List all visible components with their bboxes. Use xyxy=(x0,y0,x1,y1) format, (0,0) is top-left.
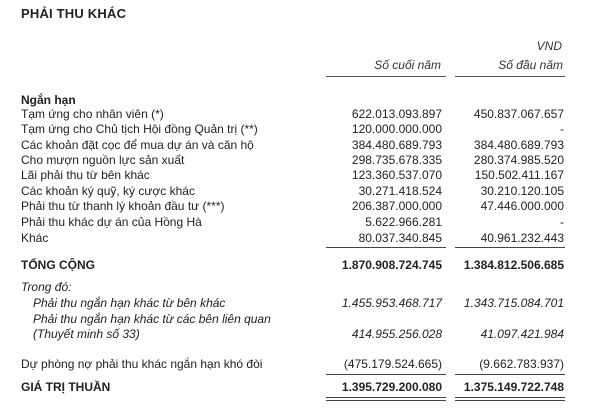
section-heading-short-term: Ngắn hạn xyxy=(21,93,76,107)
table-row: Tạm ứng cho Chủ tịch Hội đồng Quản trị (**) 120.000.000.000 - xyxy=(21,122,564,136)
currency-unit: VND xyxy=(536,39,562,53)
table-row: Phải thu ngắn hạn khác từ bên khác 1.455.953.468.717 1.343.715.084.701 xyxy=(33,296,564,310)
table-row: Cho mượn nguồn lực sản xuất 298.735.678.335 280.374.985.520 xyxy=(21,153,564,167)
column-header-beginning-of-year: Số đầu năm xyxy=(498,58,563,72)
double-underline xyxy=(326,397,446,401)
net-value-row: GIÁ TRỊ THUẦN 1.395.729.200.080 1.375.149.722.748 xyxy=(21,380,564,394)
table-row: Phải thu ngắn hạn khác từ các bên liên quan xyxy=(33,312,271,326)
subtotal-underline xyxy=(455,374,565,375)
double-underline xyxy=(455,397,565,401)
table-row: Phải thu khác dự án của Hồng Hà 5.622.966.281 - xyxy=(21,215,564,229)
subtotal-underline xyxy=(326,247,446,248)
total-row: TỔNG CỘNG 1.870.908.724.745 1.384.812.506.685 xyxy=(21,258,564,272)
column-header-underline xyxy=(455,76,565,77)
table-row: Tạm ứng cho nhân viên (*) 622.013.093.897 450.837.067.657 xyxy=(21,107,564,121)
table-row: Các khoản ký quỹ, ký cược khác 30.271.418.524 30.210.120.105 xyxy=(21,184,564,198)
table-row: Khác 80.037.340.845 40.961.232.443 xyxy=(21,231,564,245)
table-row: Phải thu từ thanh lý khoản đầu tư (***) 206.387.000.000 47.446.000.000 xyxy=(21,199,564,213)
column-header-end-of-year: Số cuối năm xyxy=(374,58,441,72)
table-row: (Thuyết minh số 33) 414.955.256.028 41.097.421.984 xyxy=(33,327,564,341)
table-row: Lãi phải thu từ bên khác 123.360.537.070 150.502.411.167 xyxy=(21,168,564,182)
provision-row: Dự phòng nợ phải thu khác ngắn hạn khó đòi (475.179.524.665) (9.662.783.937) xyxy=(21,357,564,371)
subtotal-underline xyxy=(455,247,565,248)
of-which-label: Trong đó: xyxy=(21,280,72,294)
column-header-underline xyxy=(326,76,446,77)
subtotal-underline xyxy=(326,374,446,375)
table-row: Các khoản đặt cọc để mua dự án và căn hộ 384.480.689.793 384.480.689.793 xyxy=(21,138,564,152)
section-title: PHẢI THU KHÁC xyxy=(21,6,127,21)
